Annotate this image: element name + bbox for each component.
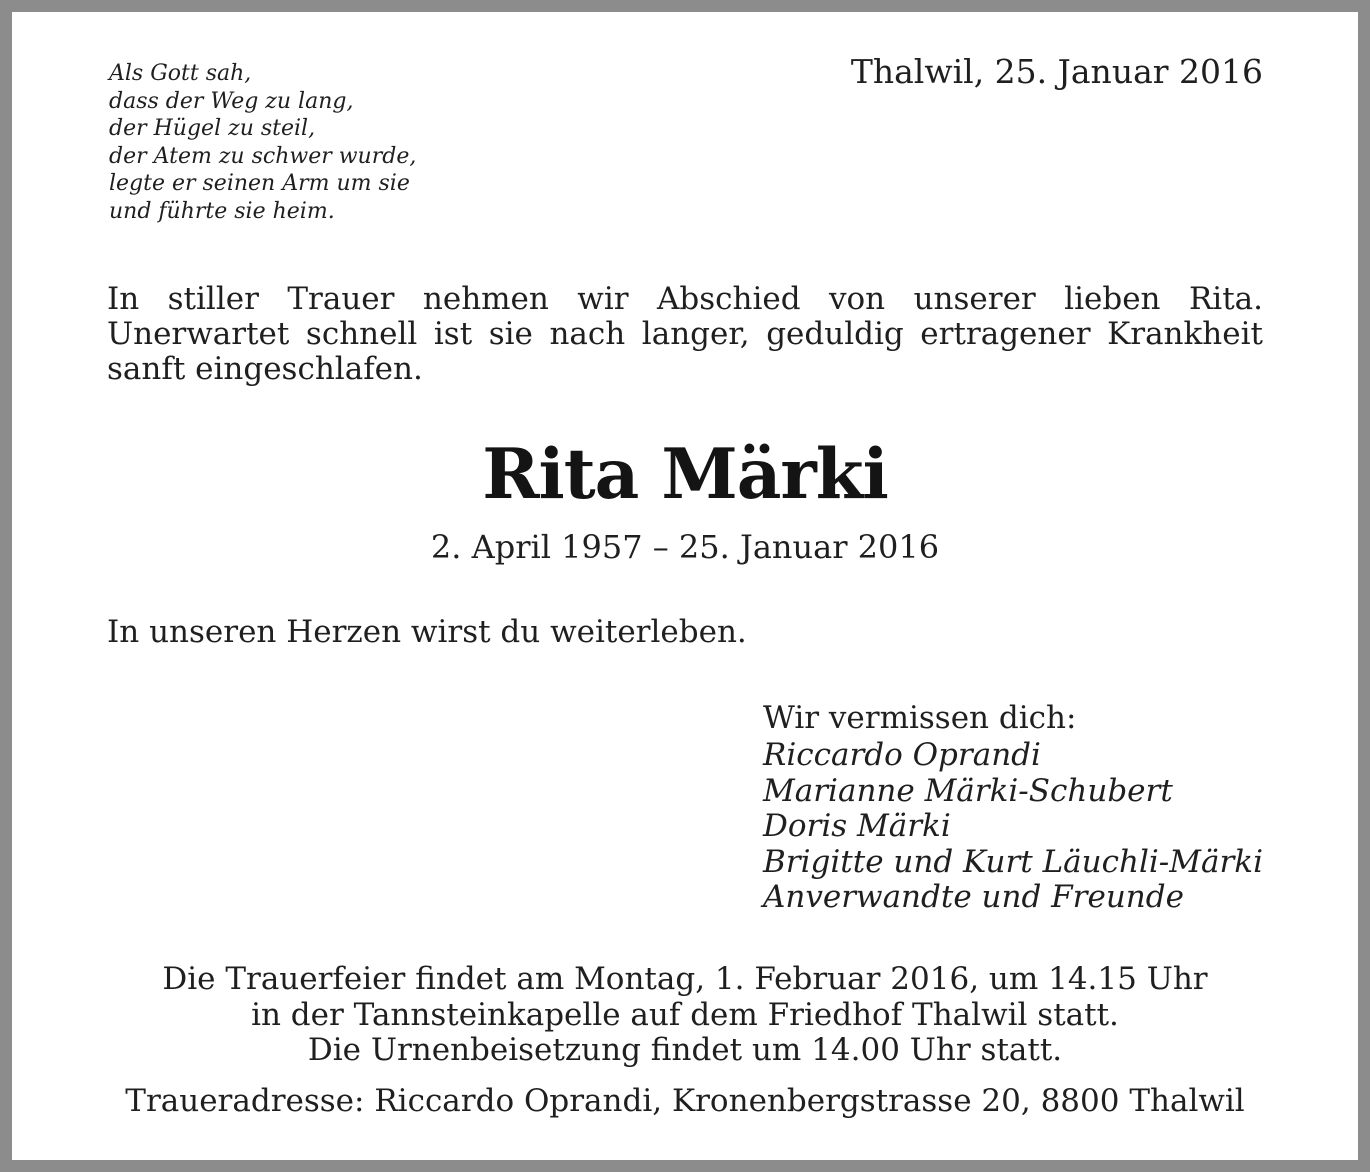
poem-line: dass der Weg zu lang, (109, 88, 354, 114)
mourner-name: Anverwandte und Freunde (763, 879, 1184, 915)
poem-line: und führte sie heim. (109, 198, 335, 224)
mourner-name: Doris Märki (763, 808, 951, 844)
poem (109, 60, 529, 225)
service-line: in der Tannsteinkapelle auf dem Friedhof Thalwil statt. (251, 996, 1119, 1033)
mourners-block (763, 698, 1363, 916)
lifespan-dates: 2. April 1957 – 25. Januar 2016 (430, 528, 940, 566)
poem-line: legte er seinen Arm um sie (109, 171, 410, 196)
poem-line: der Atem zu schwer wurde, (109, 143, 417, 169)
mourner-name: Marianne Märki-Schubert (763, 772, 1173, 809)
place-date: Thalwil, 25. Januar 2016 (850, 52, 1263, 91)
poem-line: Als Gott sah, (109, 61, 252, 86)
mourner-name: Riccardo Oprandi (763, 737, 1041, 773)
obituary-notice (12, 12, 1358, 1160)
mourning-address: Traueradresse: Riccardo Oprandi, Kronenbergstrasse 20, 8800 Thalwil (125, 1083, 1245, 1119)
intro-paragraph: In stiller Trauer nehmen wir Abschied von unserer lieben Rita. Unerwartet schnell ist sie nach langer, geduldig ertragener Krankheit sanft eingeschlafen. (107, 281, 1263, 387)
service-details (12, 962, 1358, 1069)
motto: In unseren Herzen wirst du weiterleben. (107, 614, 747, 650)
service-line: Die Urnenbeisetzung findet um 14.00 Uhr statt. (307, 1032, 1063, 1068)
service-line: Die Trauerfeier findet am Montag, 1. Februar 2016, um 14.15 Uhr (162, 961, 1208, 997)
poem-line: der Hügel zu steil, (109, 116, 316, 141)
mourner-name: Brigitte und Kurt Läuchli-Märki (763, 843, 1263, 880)
mourners-heading: Wir vermissen dich: (763, 700, 1077, 736)
deceased-name: Rita Märki (482, 434, 888, 515)
